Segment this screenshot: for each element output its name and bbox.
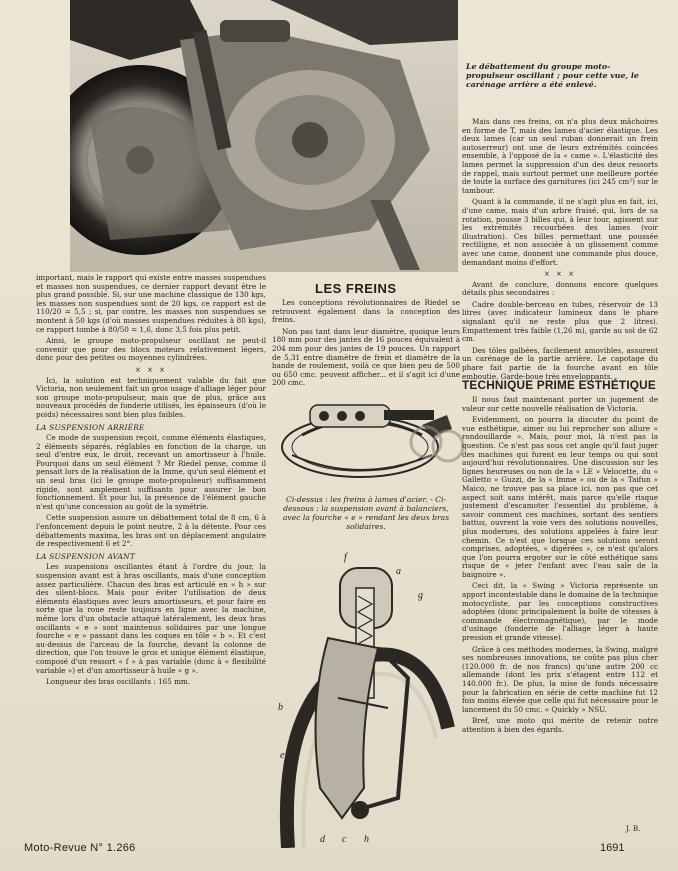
paragraph: Ceci dit, la « Swing » Victoria représente un apport incontestable dans le domaine de la technique motocycliste, par les conceptions constructives adoptées (donc principalement la boîte de vitesses à commande électromagnétique), par le mode d'usinage (fonderie de l'alliage léger à haute pression et grande vitesse). (462, 581, 658, 643)
drawing-caption: Ci-dessus : les freins à lames d'acier. - Ci-dessous : la suspension avant à balanciers, avec la fourche « e » rendant les deux bras solidaires. (282, 495, 450, 531)
right-column-bottom (462, 396, 658, 738)
right-column-top (462, 118, 658, 384)
diagram-label: f (344, 552, 347, 563)
paragraph: Quant à la commande, il ne s'agit plus en fait, ici, d'une came, mais d'un arbre fraisé, qui, lors de sa rotation, pousse 3 billes qui, à leur tour, agissent sur les extrémités recourbées des lames (voir illustration). Ces billes permettant une poussée rectiligne, et non associée à un glissement comme avec une came, donnent une commande plus douce, demandant moins d'effort. (462, 197, 658, 267)
front-suspension-drawing (268, 548, 460, 848)
paragraph: Ce mode de suspension reçoit, comme éléments élastiques, 2 éléments séparés, réglables en fonction de la charge, un seul d'entre eux, le droit, recevant un amortisseur à l'huile. Pourquoi dans un seul élément ? Mr Riedel pense, comme il pensait lors de la réalisation de la Imme, qu'un seul élément et un seul bras (ici le groupe moto-propulseur) suffisamment rigide, sont amplement suffisants pour assurer le bon fonctionnement. Et pour lui, la présence de l'élément gauche n'est qu'une concession au goût de la symétrie. (36, 433, 266, 511)
diagram-label: h (364, 834, 369, 845)
paragraph: Mais dans ces freins, on n'a plus deux mâchoires en forme de T, mais des lames d'acier élastique. Les deux lames (car un seul ruban donnerait un frein autoserreur) ont une de leurs extrémités coincées ensemble, à l'opposé de la « came ». L'élasticité des lames permet la suppression d'un des deux ressorts de rappel, mais surtout permet une meilleure portée de toute la surface des garnitures (ici 245 cm²) sur le tambour. (462, 117, 658, 195)
author-signature: J. B. (626, 824, 641, 833)
paragraph: Bref, une moto qui mérite de retenir notre attention à bien des égards. (462, 716, 658, 734)
subheading: LA SUSPENSION ARRIÈRE (36, 422, 145, 432)
left-column (36, 274, 266, 690)
diagram-label: e (280, 750, 285, 761)
section-separator: × × × (543, 270, 577, 279)
paragraph: Non pas tant dans leur diamètre, quoique leurs 180 mm pour des jantes de 16 pouces équivalent à 204 mm pour des jantes de 19 pouces. Un rapport de 5,31 entre diamètre de frein et diamètre de la bande de roulement, voilà ce que bien peu de 500 ou 650 cmc. peuvent afficher... et il s'agit ici d'une 200 cmc. (272, 326, 460, 388)
paragraph: Les suspensions oscillantes étant à l'ordre du jour, la suspension avant est à bras oscillants, mais d'une conception assez particulière. Chacun des bras est articulé en « h » sur des silent-blocs. Mais pour éviter l'utilisation de deux éléments élastiques avec leurs amortisseurs, et pour faire en sorte que la roue reste toujours en ligne avec la machine, même lors d'un obstacle attaqué latéralement, les deux bras oscillants « e » sont maintenus solidaires par une longue fourche « e » passant dans les coques en tôle « b ». Et c'est au-dessus de l'arceau de la fourche, devant la colonne de direction, que l'on trouve le gros et unique élément élastique, composé d'un ressort « f » à pas variable (donc à « flexibilité variable ») et d'un amortisseur à huile « g ». (36, 562, 266, 675)
paragraph: Cadre double-berceau en tubes, réservoir de 13 litres (avec indicateur lumineux dans le phare signalant qu'il ne reste plus que 2 litres). Empattement très faible (1,26 m), garde au sol de 62 cm. (462, 299, 658, 344)
paragraph: Evidemment, on pourra la discuter du point de vue esthétique, aimer ou lui reprocher son allure « rondouillarde ». Mais, pour moi, là n'est pas la question. Ce n'est pas sous cet angle qu'il faut juger des machines qui furent en leur temps ou qui sont aujourd'hui révolutionnaires. Une discussion sur les lignes heureuses ou non de la « LE » Velocette, du « Galletto » Guzzi, de la « Imme » ou de la « Taifun » Maico, ne trouve pas sa place ici, non pas que cet aspect soit sans intérêt, mais parce qu'elle risque justement d'escamoter l'essentiel du problème, à savoir comment ces machines, sortant des sentiers battus, ouvrent la voie vers des solutions nouvelles, plus modernes, des solutions appelées à faire leur chemin. Ce n'est que lorsque ces solutions seront comprises, adoptées, « digérées », ce n'est qu'alors que l'on pourra ergoter sur le côté esthétique sans risque de « jeter l'enfant avec l'eau sale de la baignoire ». (462, 415, 658, 579)
paragraph: Cette suspension assure un débattement total de 8 cm, 6 à l'enfoncement depuis le point neutre, 2 à la détente. Pour ces débattements maxima, les bras ont un déplacement angulaire de respectivement 6 et 2°. (36, 513, 266, 549)
paragraph: Ainsi, le groupe moto-propulseur oscillant ne peut-il convenir que pour des blocs moteurs relativement légers, donc pour des petites ou moyennes cylindrées. (36, 336, 266, 363)
library-stamp (408, 420, 466, 470)
paragraph: Longueur des bras oscillants : 165 mm. (46, 677, 191, 687)
paragraph: Il nous faut maintenant porter un jugement de valeur sur cette nouvelle réalisation de Victoria. (462, 395, 658, 413)
motorcycle-photo (70, 0, 458, 272)
paragraph: important, mais le rapport qui existe entre masses suspendues et masses non suspendues, ce dernier rapport devant être le plus grand possible. Si, sur une machine classique de 130 kgs, les masses non suspendues sont de 20 kgs, ce rapport est de 110/20 = 5,5 ; si, par contre, les masses non suspendues se montent à 50 kgs (d'où masses suspendues réduites à 80 kgs), ce rapport tombe à 80/50 = 1,6, donc 3,5 fois plus petit. (36, 273, 266, 334)
paragraph: Les conceptions révolutionnaires de Riedel se retrouvent également dans la conception des freins. (272, 298, 460, 325)
diagram-label: d (320, 834, 325, 845)
paragraph: Ici, la solution est techniquement valable du fait que Victoria, non seulement fait un gros usage d'alliage léger pour son groupe moto-propulseur, mais que de plus, grâce aux nouveaux procédés de fonderie utilisés, les épaisseurs (d'où le poids) nécessaires sont bien plus faibles. (36, 375, 266, 419)
paragraph: Avant de conclure, donnons encore quelques détails plus secondaires : (462, 279, 658, 298)
page-number: 1691 (600, 842, 625, 854)
subheading: LA SUSPENSION AVANT (36, 551, 135, 561)
section-separator: × × × (134, 365, 168, 374)
diagram-label: g (418, 590, 423, 601)
middle-column (272, 299, 460, 391)
section-heading-freins: LES FREINS (315, 281, 397, 296)
diagram-label: b (278, 702, 283, 713)
diagram-label: c (342, 834, 347, 845)
magazine-issue: Moto-Revue N° 1.266 (24, 842, 136, 854)
photo-caption: Le débattement du groupe moto-propulseur oscillant ; pour cette vue, le carénage arrière a été enlevé. (466, 62, 639, 90)
paragraph: Des tôles galbées, facilement amovibles, assurent un carénage de la partie arrière. Le capotage du phare fait partie de la fourche avant en tôle emboutie. Garde-boue très enveloppants. (462, 345, 658, 381)
paragraph: Grâce à ces méthodes modernes, la Swing, malgré ses nombreuses innovations, ne coûte pas plus cher (120.000 fr. de nos francs) qu'une autre 200 cc allemande (dont les prix s'étagent entre 112 et 140.000 fr.). De plus, la mise de fonds nécessaire pour la fabrication en série de cette machine fut 12 fois moins élevée que celle qui fut nécessaire pour le lancement du 50 cmc. « Quickly » NSU. (462, 644, 658, 714)
section-heading-technique: TECHNIQUE PRIME ESTHÉTIQUE (462, 378, 656, 392)
diagram-label: a (396, 566, 401, 577)
